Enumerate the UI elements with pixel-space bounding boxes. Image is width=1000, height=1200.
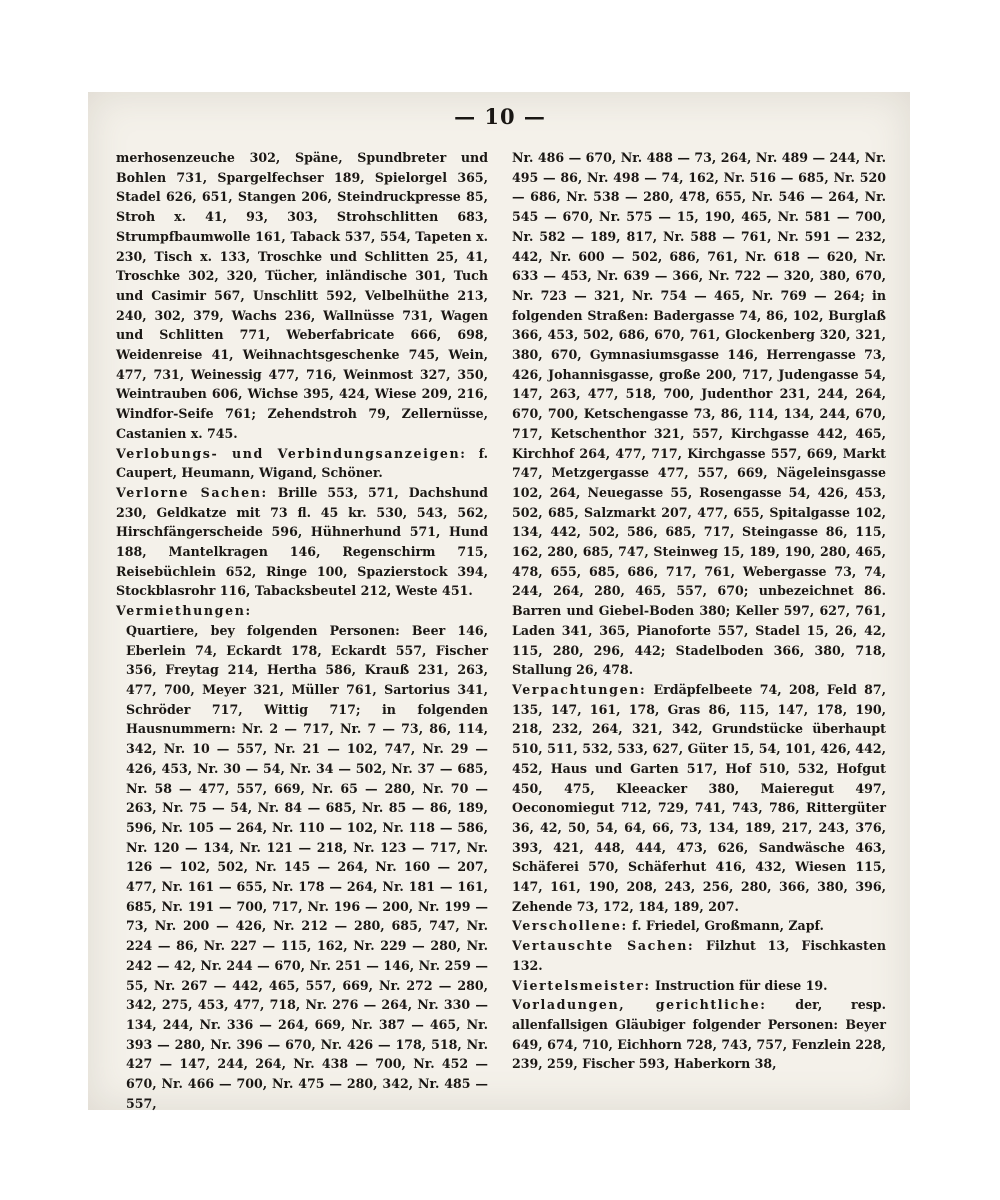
entry-text: f. Friedel, Großmann, Zapf.: [627, 918, 824, 934]
index-entry-verlorne-sachen: [116, 483, 488, 601]
entry-heading: Vertauschte Sachen:: [512, 938, 695, 954]
index-entry-vermiethungen: [116, 601, 488, 621]
entry-heading: Verschollene:: [512, 918, 628, 934]
entry-heading: Viertelsmeister:: [512, 977, 651, 993]
entry-text: Erdäpfelbeete 74, 208, Feld 87, 135, 147, 161, 178, Gras 86, 115, 147, 178, 190, 218, 232, 264, 321, 342, Grundstücke überhaupt 510, 511, 532, 533, 627, Güter 15, 54, 101, 426, 442, 452, Haus und Garten 517, Hof 510, 532, Hofgut 450, 475, Kleeacker 380, Maieregut 497, Oeconomiegut 712, 729, 741, 743, 786, Rittergüter 36, 42, 50, 54, 64, 66, 73, 134, 189, 217, 243, 376, 393, 421, 448, 444, 473, 626, Sandwäsche 463, Schäferei 570, Schäferhut 416, 432, Wiesen 115, 147, 161, 190, 208, 243, 256, 280, 366, 380, 396, Zehende 73, 172, 184, 189, 207.: [512, 681, 886, 914]
index-entry-verlobungsanzeigen: [116, 444, 488, 483]
entry-text: der, resp. allenfallsigen Gläubiger folgender Personen: Beyer 649, 674, 710, Eichhorn 728, 743, 757, Fenzlein 228, 239, 259, Fischer 593, Haberkorn 38,: [512, 997, 886, 1072]
entry-heading: Vorladungen, gerichtliche:: [512, 997, 767, 1013]
index-entry-verpachtungen: [512, 680, 886, 916]
entry-heading: Verlorne Sachen:: [116, 484, 268, 500]
index-entry-vorladungen: [512, 995, 886, 1074]
index-entry-viertelsmeister: [512, 976, 886, 996]
page-number: — 10 —: [454, 104, 546, 129]
entry-text: f. Caupert, Heumann, Wigand, Schöner.: [116, 445, 488, 481]
index-entry-continuation: [512, 148, 886, 680]
index-entry-continuation: [116, 148, 488, 444]
right-column: [512, 148, 886, 1074]
left-column: [116, 148, 488, 1113]
entry-text: Brille 553, 571, Dachshund 230, Geldkatze mit 73 fl. 45 kr. 530, 543, 562, Hirschfängerscheide 596, Hühnerhund 571, Hund 188, Mantelkragen 146, Regenschirm 715, Reisebüchlein 652, Ringe 100, Spazierstock 394, Stockblasrohr 116, Tabacksbeutel 212, Weste 451.: [116, 484, 488, 599]
entry-heading: Verpachtungen:: [512, 681, 647, 697]
entry-text: Filzhut 13, Fischkasten 132.: [512, 938, 886, 973]
entry-text: Instruction für diese 19.: [650, 977, 828, 993]
entry-text: Quartiere, bey folgenden Personen: Beer 146, Eberlein 74, Eckardt 178, Eckardt 557, Fischer 356, Freytag 214, Hertha 586, Krauß 231, 263, 477, 700, Meyer 321, Müller 761, Sartorius 341, Schröder 717, Wittig 717; in folgenden Hausnummern: Nr. 2 — 717, Nr. 7 — 73, 86, 114, 342, Nr. 10 — 557, Nr. 21 — 102, 747, Nr. 29 — 426, 453, Nr. 30 — 54, Nr. 34 — 502, Nr. 37 — 685, Nr. 58 — 477, 557, 669, Nr. 65 — 280, Nr. 70 — 263, Nr. 75 — 54, Nr. 84 — 685, Nr. 85 — 86, 189, 596, Nr. 105 — 264, Nr. 110 — 102, Nr. 118 — 586, Nr. 120 — 134, Nr. 121 — 218, Nr. 123 — 717, Nr. 126 — 102, 502, Nr. 145 — 264, Nr. 160 — 207, 477, Nr. 161 — 655, Nr. 178 — 264, Nr. 181 — 161, 685, Nr. 191 — 700, 717, Nr. 196 — 200, Nr. 199 — 73, Nr. 200 — 426, Nr. 212 — 280, 685, 747, Nr. 224 — 86, Nr. 227 — 115, 162, Nr. 229 — 280, Nr. 242 — 42, Nr. 244 — 670, Nr. 251 — 146, Nr. 259 — 55, Nr. 267 — 442, 465, 557, 669, Nr. 272 — 280, 342, 275, 453, 477, 718, Nr. 276 — 264, Nr. 330 — 134, 244, Nr. 336 — 264, 669, Nr. 387 — 465, Nr. 393 — 280, Nr. 396 — 670, Nr. 426 — 178, 518, Nr. 427 — 147, 244, 264, Nr. 438 — 700, Nr. 452 — 670, Nr. 466 — 700, Nr. 475 — 280, 342, Nr. 485 — 557,: [126, 622, 488, 1111]
entry-text: Nr. 486 — 670, Nr. 488 — 73, 264, Nr. 489 — 244, Nr. 495 — 86, Nr. 498 — 74, 162, Nr. 516 — 685, Nr. 520 — 686, Nr. 538 — 280, 478, 655, Nr. 546 — 264, Nr. 545 — 670, Nr. 575 — 15, 190, 465, Nr. 581 — 700, Nr. 582 — 189, 817, Nr. 588 — 761, Nr. 591 — 232, 442, Nr. 600 — 502, 686, 761, Nr. 618 — 620, Nr. 633 — 453, Nr. 639 — 366, Nr. 722 — 320, 380, 670, Nr. 723 — 321, Nr. 754 — 465, Nr. 769 — 264; in folgenden Straßen: Badergasse 74, 86, 102, Burglaß 366, 453, 502, 686, 670, 761, Glockenberg 320, 321, 380, 670, Gymnasiumsgasse 146, Herrengasse 73, 426, Johannisgasse, große 200, 717, Judengasse 54, 147, 263, 477, 518, 700, Judenthor 231, 244, 264, 670, 700, Ketschengasse 73, 86, 114, 134, 244, 670, 717, Ketschenthor 321, 557, Kirchgasse 442, 465, Kirchhof 264, 477, 717, Kirchgasse 557, 669, Markt 747, Metzgergasse 477, 557, 669, Nägeleinsgasse 102, 264, Neuegasse 55, Rosengasse 54, 426, 453, 502, 685, Salzmarkt 207, 477, 655, Spitalgasse 102, 134, 442, 502, 586, 685, 717, Steingasse 86, 115, 162, 280, 685, 747, Steinweg 15, 189, 190, 280, 465, 478, 655, 685, 686, 717, 761, Webergasse 73, 74, 244, 264, 280, 465, 557, 670; unbezeichnet 86. Barren und Giebel-Boden 380; Keller 597, 627, 761, Laden 341, 365, Pianoforte 557, Stadel 15, 26, 42, 115, 280, 296, 442; Stadelboden 366, 380, 718, Stallung 26, 478.: [512, 150, 886, 678]
index-subentry-quartiere: [116, 621, 488, 1114]
index-entry-verschollene: [512, 916, 886, 936]
entry-text: merhosenzeuche 302, Späne, Spundbreter und Bohlen 731, Spargelfechser 189, Spielorgel 365, Stadel 626, 651, Stangen 206, Steindruckpresse 85, Stroh x. 41, 93, 303, Strohschlitten 683, Strumpfbaumwolle 161, Taback 537, 554, Tapeten x. 230, Tisch x. 133, Troschke und Schlitten 25, 41, Troschke 302, 320, Tücher, inländische 301, Tuch und Casimir 567, Unschlitt 592, Velbelhüthe 213, 240, 302, 379, Wachs 236, Wallnüsse 731, Wagen und Schlitten 771, Weberfabricate 666, 698, Weidenreise 41, Weihnachtsgeschenke 745, Wein, 477, 731, Weinessig 477, 716, Weinmost 327, 350, Weintrauben 606, Wichse 395, 424, Wiese 209, 216, Windfor-Seife 761; Zehendstroh 79, Zellernüsse, Castanien x. 745.: [116, 150, 488, 441]
entry-heading: Vermiethungen:: [116, 603, 252, 619]
index-entry-vertauschte-sachen: [512, 936, 886, 975]
entry-heading: Verlobungs- und Verbindungsanzeigen:: [116, 445, 467, 461]
